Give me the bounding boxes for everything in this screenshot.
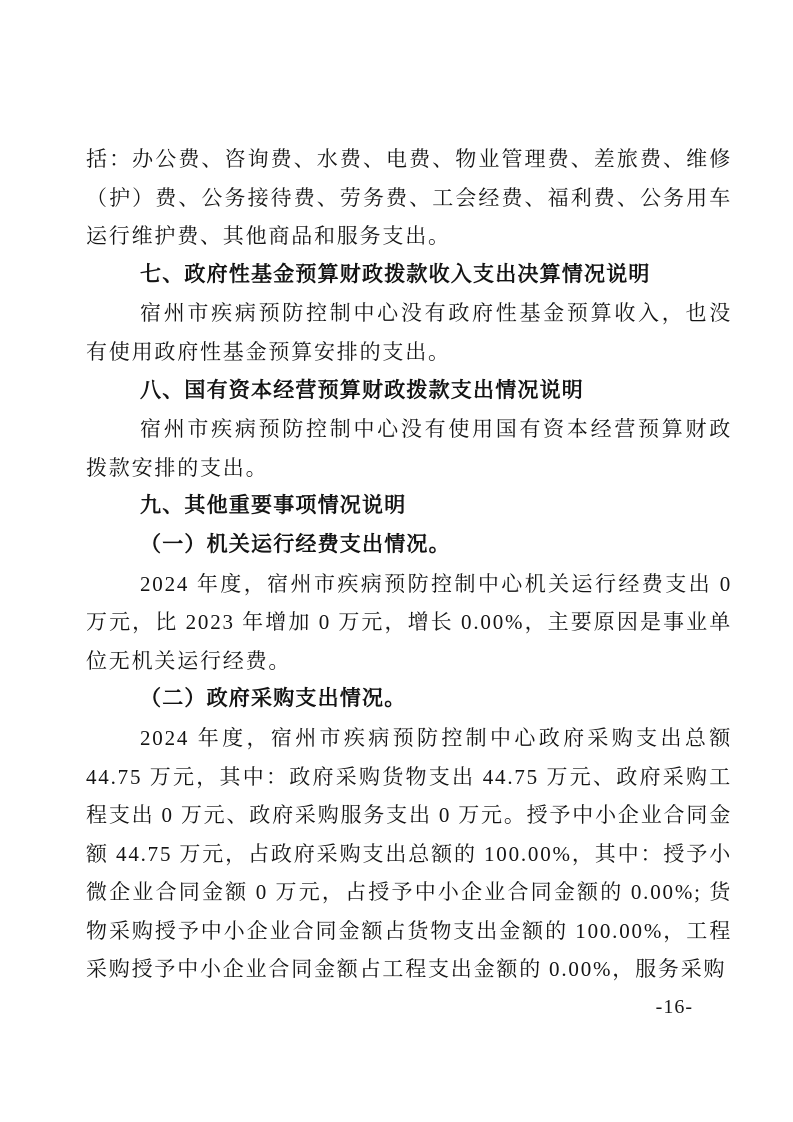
section-8-paragraph: 宿州市疾病预防控制中心没有使用国有资本经营预算财政拨款安排的支出。 — [86, 417, 732, 480]
section-9-subsection-1-heading: （一）机关运行经费支出情况。 — [140, 532, 451, 556]
section-9-heading: 九、其他重要事项情况说明 — [140, 494, 407, 518]
page-number: -16- — [655, 996, 693, 1018]
continuation-paragraph: 括：办公费、咨询费、水费、电费、物业管理费、差旅费、维修（护）费、公务接待费、劳务费、工会经费、福利费、公务用车运行维护费、其他商品和服务支出。 — [86, 147, 732, 249]
section-7-paragraph: 宿州市疾病预防控制中心没有政府性基金预算收入，也没有使用政府性基金预算安排的支出。 — [86, 301, 732, 364]
section-9-subsection-2-paragraph: 2024 年度，宿州市疾病预防控制中心政府采购支出总额 44.75 万元，其中：政府采购货物支出 44.75 万元、政府采购工程支出 0 万元、政府采购服务支出 0 万元。授予中小企业合同金额 44.75 万元，占政府采购支出总额的 100.00%，其中：授予小微企业合同金额 0 万元，占授予中小企业合同金额的 0.00%; 货物采购授予中小企业合同金额占货物支出金额的 100.00%，工程采购授予中小企业合同金额占工程支出金额的 0.00%，服务采购 — [86, 725, 732, 982]
section-9-subsection-1-paragraph: 2024 年度，宿州市疾病预防控制中心机关运行经费支出 0 万元，比 2023 年增加 0 万元，增长 0.00%，主要原因是事业单位无机关运行经费。 — [86, 571, 732, 673]
section-8-heading: 八、国有资本经营预算财政拨款支出情况说明 — [140, 378, 584, 402]
section-7-heading: 七、政府性基金预算财政拨款收入支出决算情况说明 — [140, 262, 651, 286]
document-body — [86, 140, 732, 989]
section-9-subsection-2-heading: （二）政府采购支出情况。 — [140, 687, 407, 711]
